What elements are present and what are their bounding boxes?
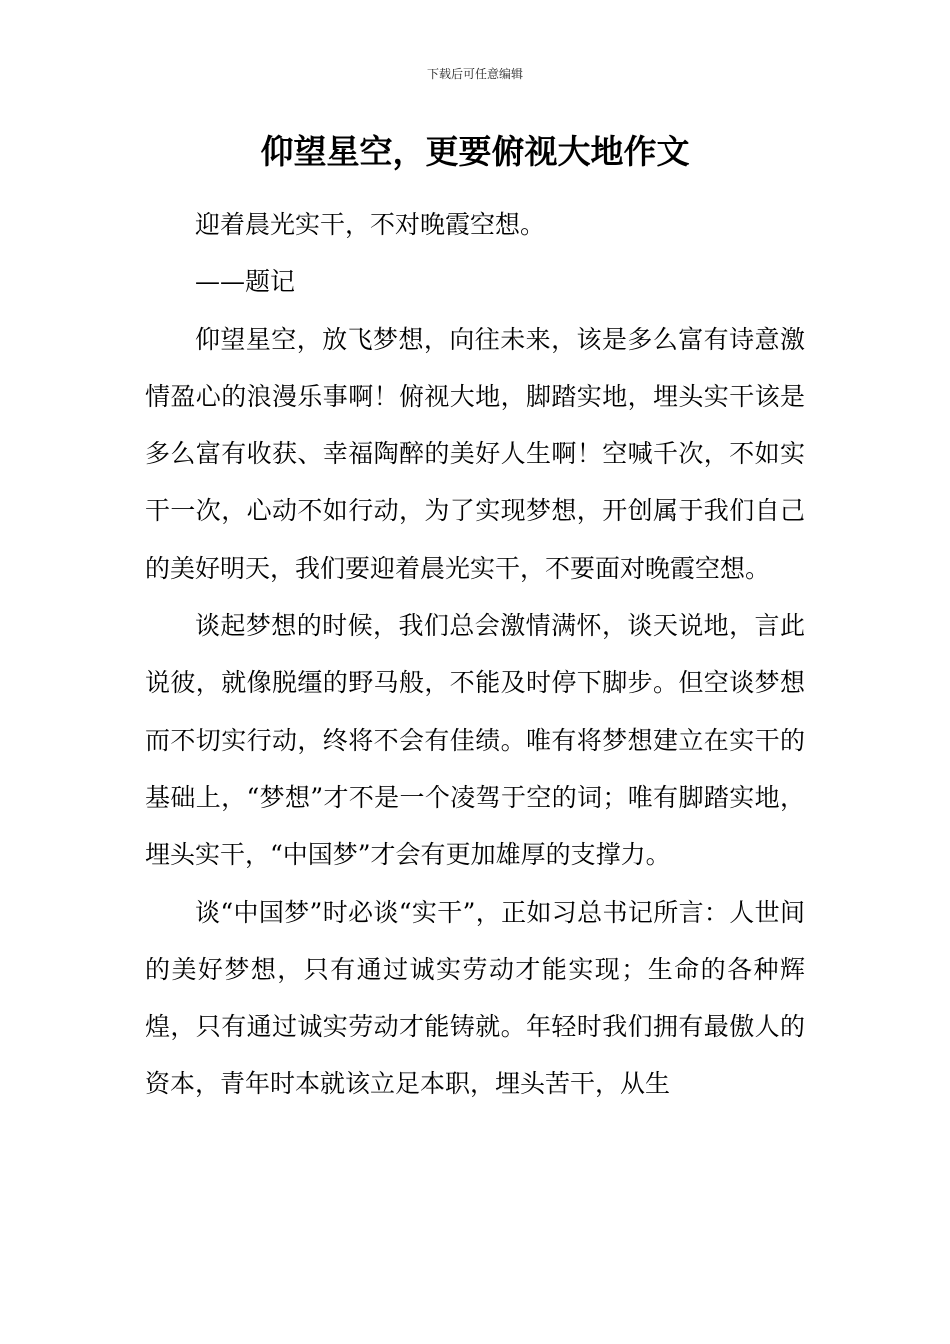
header-note: 下载后可任意编辑 [426, 67, 523, 81]
document-body [145, 196, 805, 1113]
body-paragraph: 谈起梦想的时候，我们总会激情满怀，谈天说地，言此说彼，就像脱缰的野马般，不能及时停下脚步。但空谈梦想而不切实行动，终将不会有佳绩。唯有将梦想建立在实干的基础上，“梦想”才不是一个凌驾于空的词；唯有脚踏实地，埋头实干，“中国梦”才会有更加雄厚的支撑力。 [145, 611, 805, 870]
document-title: 仰望星空，更要俯视大地作文 [260, 132, 690, 171]
epigraph-attribution: ——题记 [195, 267, 296, 297]
body-paragraph: 仰望星空，放飞梦想，向往未来，该是多么富有诗意激情盈心的浪漫乐事啊！俯视大地，脚踏实地，埋头实干该是多么富有收获、幸福陶醉的美好人生啊！空喊千次，不如实干一次，心动不如行动，为了实现梦想，开创属于我们自己的美好明天，我们要迎着晨光实干，不要面对晚霞空想。 [145, 324, 805, 583]
epigraph-line: 迎着晨光实干，不对晚霞空想。 [195, 210, 546, 239]
body-paragraph: 谈“中国梦”时必谈“实干”，正如习总书记所言：人世间的美好梦想，只有通过诚实劳动才能实现；生命的各种辉煌，只有通过诚实劳动才能铸就。年轻时我们拥有最傲人的资本，青年时本就该立足本职，埋头苦干，从生 [145, 897, 805, 1099]
